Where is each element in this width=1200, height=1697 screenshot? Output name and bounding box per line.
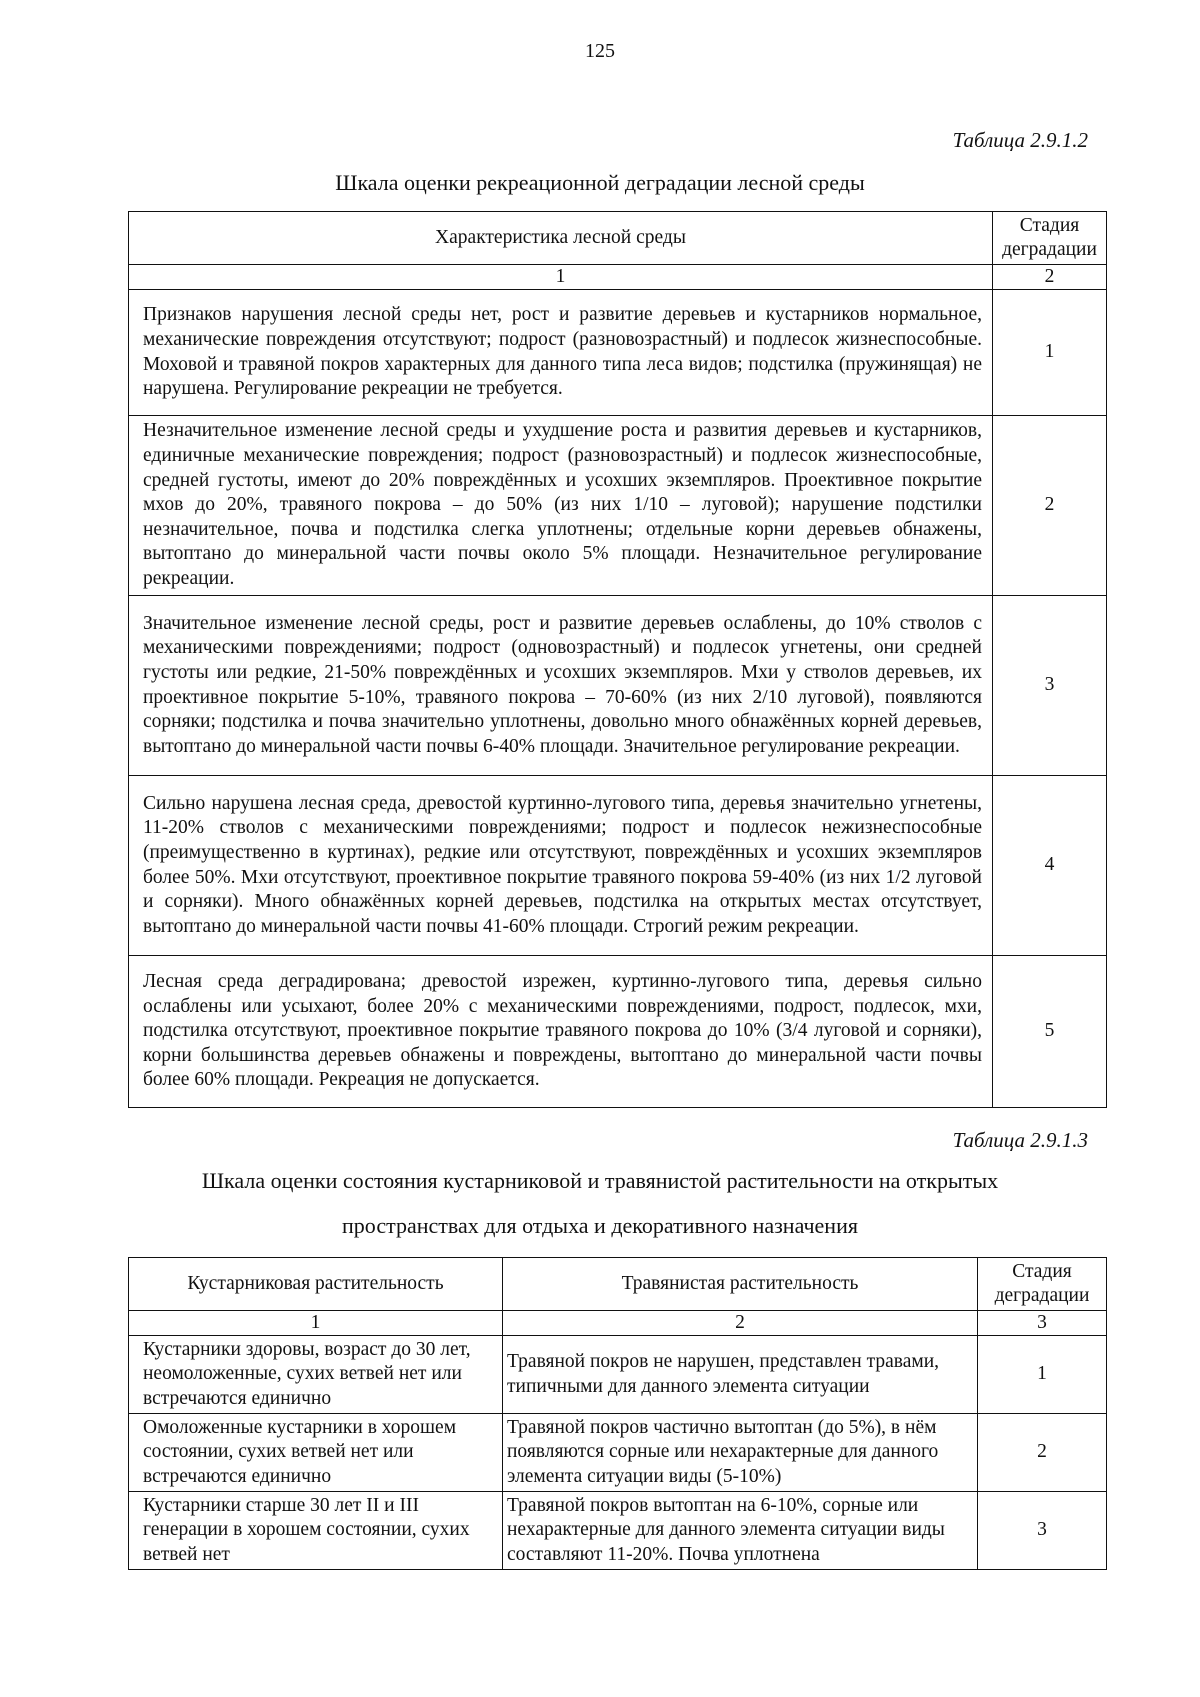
- table1-label: Таблица 2.9.1.2: [952, 128, 1088, 152]
- header-stage: Стадия деградации: [993, 212, 1107, 265]
- table-row: [129, 1336, 1107, 1414]
- vegetation-table: [128, 1257, 1107, 1570]
- row-description: Признаков нарушения лесной среды нет, рост и развитие деревьев и кустарников нормальное, механические повреждения отсутствуют; подрост (разновозрастный) и подлесок жизнеспособные. Моховой и травяной покров характерных для данного типа леса видов; подстилка (пружинящая) не нарушена. Регулирование рекреации не требуется.: [129, 290, 993, 416]
- table-row: [129, 776, 1107, 956]
- row-description: Сильно нарушена лесная среда, древостой куртинно-лугового типа, деревья значительно угнетены, 11-20% стволов с механическими повреждениями; подрост и подлесок нежизнеспособные (преимущественно в куртинах), редкие или отсутствуют, повреждённых и усохших экземпляров более 50%. Мхи отсутствуют, проективное покрытие травяного покрова 59-40% (из них 1/2 луговой и сорняки). Много обнажённых корней деревьев, подстилка на открытых местах отсутствует, вытоптано до минеральной части почвы 41-60% площади. Строгий режим рекреации.: [129, 776, 993, 956]
- table-row: [129, 956, 1107, 1108]
- column-number: 2: [993, 265, 1107, 290]
- table-row: [129, 290, 1107, 416]
- row-description: Значительное изменение лесной среды, рост и развитие деревьев ослаблены, до 10% стволов с механическими повреждениями; подрост (одновозрастный) и подлесок угнетены, они средней густоты или редкие, 21-50% повреждённых и усохших экземпляров. Мхи у стволов деревьев, их проективное покрытие 5-10%, травяного покрова – 70-60% (из них 2/10 луговой), появляются сорняки; подстилка и почва значительно уплотнены, довольно много обнажённых корней деревьев, вытоптано до минеральной части почвы 6-40% площади. Значительное регулирование рекреации.: [129, 596, 993, 776]
- column-number-row: [129, 265, 1107, 290]
- column-number: 3: [978, 1311, 1107, 1336]
- row-stage: 4: [993, 776, 1107, 956]
- header-characteristic: Характеристика лесной среды: [129, 212, 993, 265]
- row-stage: 1: [978, 1336, 1107, 1414]
- table1-title: Шкала оценки рекреационной деградации лесной среды: [335, 170, 865, 195]
- column-number-row: [129, 1311, 1107, 1336]
- table2-title-line2: пространствах для отдыха и декоративного назначения: [342, 1213, 858, 1238]
- row-stage: 3: [978, 1492, 1107, 1570]
- row-stage: 3: [993, 596, 1107, 776]
- header-grass: Травянистая растительность: [503, 1258, 978, 1311]
- column-number: 2: [503, 1311, 978, 1336]
- header-shrub: Кустарниковая растительность: [129, 1258, 503, 1311]
- row-stage: 2: [978, 1414, 1107, 1492]
- table-row: [129, 596, 1107, 776]
- table-row: [129, 416, 1107, 596]
- row-description: Лесная среда деградирована; древостой изрежен, куртинно-лугового типа, деревья сильно ослаблены или усыхают, более 20% с механическими повреждениями, подрост, подлесок, мхи, подстилка отсутствуют, проективное покрытие травяного покрова до 10% (3/4 луговой и сорняки), корни большинства деревьев обнажены и повреждены, вытоптано до минеральной части почвы более 60% площади. Рекреация не допускается.: [129, 956, 993, 1108]
- row-shrub: Кустарники здоровы, возраст до 30 лет, неомоложенные, сухих ветвей нет или встречаются единично: [129, 1336, 503, 1414]
- page-number: 125: [585, 40, 615, 62]
- row-shrub: Омоложенные кустарники в хорошем состоянии, сухих ветвей нет или встречаются единично: [129, 1414, 503, 1492]
- row-shrub: Кустарники старше 30 лет II и III генерации в хорошем состоянии, сухих ветвей нет: [129, 1492, 503, 1570]
- table-header-row: [129, 212, 1107, 265]
- degradation-table: [128, 211, 1107, 1108]
- row-grass: Травяной покров частично вытоптан (до 5%), в нём появляются сорные или нехарактерные для данного элемента ситуации виды (5-10%): [503, 1414, 978, 1492]
- table-row: [129, 1414, 1107, 1492]
- table2-title-line1: Шкала оценки состояния кустарниковой и травянистой растительности на открытых: [201, 1168, 999, 1193]
- table-header-row: [129, 1258, 1107, 1311]
- row-grass: Травяной покров не нарушен, представлен травами, типичными для данного элемента ситуации: [503, 1336, 978, 1414]
- row-stage: 5: [993, 956, 1107, 1108]
- row-grass: Травяной покров вытоптан на 6-10%, сорные или нехарактерные для данного элемента ситуации виды составляют 11-20%. Почва уплотнена: [503, 1492, 978, 1570]
- row-description: Незначительное изменение лесной среды и ухудшение роста и развития деревьев и кустарников, единичные механические повреждения; подрост (разновозрастный) и подлесок жизнеспособные, средней густоты, имеют до 20% повреждённых и усохших экземпляров. Проективное покрытие мхов до 20%, травяного покрова – до 50% (из них 1/10 – луговой); нарушение подстилки незначительное, почва и подстилка слегка уплотнены; отдельные корни деревьев обнажены, вытоптано до минеральной части почвы около 5% площади. Незначительное регулирование рекреации.: [129, 416, 993, 596]
- column-number: 1: [129, 1311, 503, 1336]
- column-number: 1: [129, 265, 993, 290]
- table-row: [129, 1492, 1107, 1570]
- row-stage: 2: [993, 416, 1107, 596]
- table2-label: Таблица 2.9.1.3: [952, 1128, 1088, 1152]
- header-stage: Стадия деградации: [978, 1258, 1107, 1311]
- row-stage: 1: [993, 290, 1107, 416]
